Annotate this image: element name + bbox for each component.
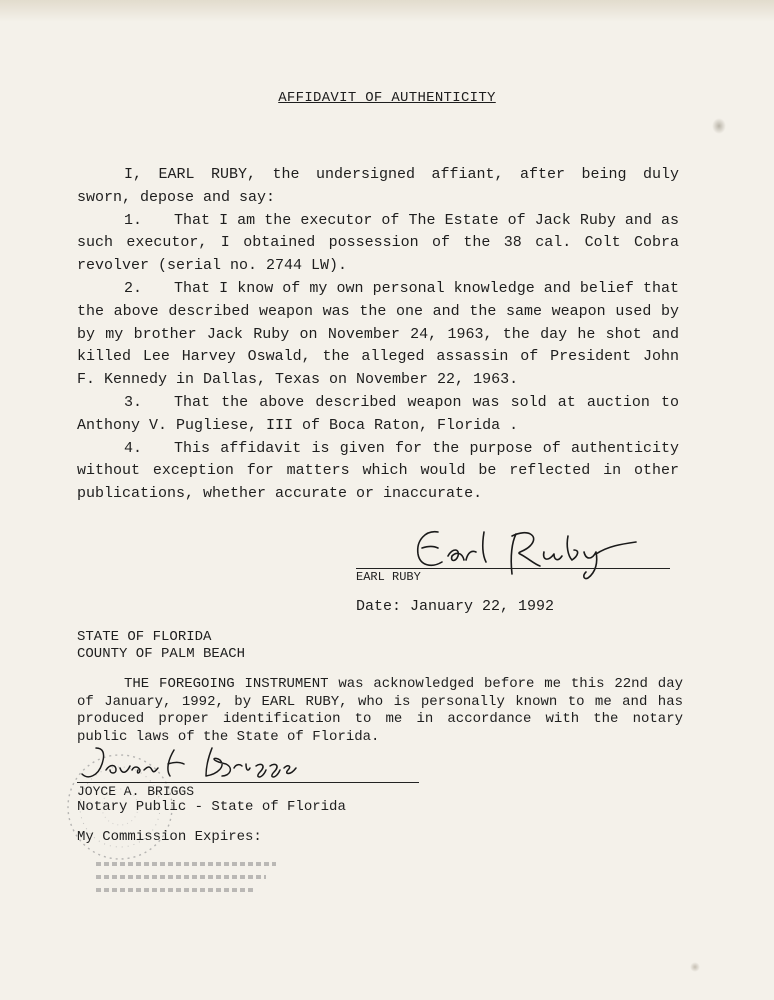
- notary-stamp-imprint: [96, 862, 276, 906]
- notary-signature: [76, 740, 306, 786]
- paragraph-number: 4.: [124, 439, 143, 457]
- notary-name: JOYCE A. BRIGGS: [77, 784, 195, 799]
- paragraph-text: That I know of my own personal knowledge and belief that the above described weapon was the one and the same weapon used by by my brother Jack Ruby on November 24, 1963, the day he shot and killed Lee Harvey Oswald, the alleged assassin of President John F. Kennedy in Dallas, Texas on November 22, 1963.: [77, 279, 679, 389]
- earl-ruby-signature: [408, 522, 648, 582]
- paragraph-text: That I am the executor of The Estate of Jack Ruby and as such executor, I obtained possession of the 38 cal. Colt Cobra revolver (serial no. 2744 LW).: [77, 211, 679, 275]
- affiant-name: EARL RUBY: [356, 570, 421, 584]
- paragraph-number: 2.: [124, 279, 143, 297]
- scan-edge-shadow: [0, 0, 774, 22]
- venue-state: STATE OF FLORIDA: [77, 629, 212, 645]
- scan-smudge: [712, 118, 726, 134]
- affiant-signature-line: [356, 568, 670, 569]
- paragraph-2: [77, 278, 679, 392]
- intro-paragraph: I, EARL RUBY, the undersigned affiant, after being duly sworn, depose and say:: [77, 166, 679, 206]
- scan-smudge: [690, 962, 700, 972]
- paragraph-3: [77, 392, 679, 438]
- paragraph-4: [77, 438, 679, 506]
- venue-block: [77, 629, 245, 663]
- notary-acknowledgment: THE FOREGOING INSTRUMENT was acknowledged before me this 22nd day of January, 1992, by EARL RUBY, who is personally known to me and has produced proper identification to me in accordance with the notary public laws of the State of Florida.: [77, 676, 683, 745]
- paragraph-text: That the above described weapon was sold at auction to Anthony V. Pugliese, III of Boca Raton, Florida .: [77, 393, 679, 434]
- notary-signature-line: [77, 782, 419, 783]
- venue-county: COUNTY OF PALM BEACH: [77, 646, 246, 662]
- paragraph-number: 3.: [124, 393, 143, 411]
- affidavit-body: [77, 164, 679, 506]
- commission-expires-label: My Commission Expires:: [77, 829, 262, 845]
- paragraph-number: 1.: [124, 211, 143, 229]
- paragraph-text: This affidavit is given for the purpose of authenticity without exception for matters which would be reflected in other publications, whether accurate or inaccurate.: [77, 439, 679, 503]
- signature-date: Date: January 22, 1992: [356, 598, 555, 615]
- paragraph-1: [77, 210, 679, 278]
- notary-title: Notary Public - State of Florida: [77, 799, 346, 815]
- document-title: AFFIDAVIT OF AUTHENTICITY: [278, 90, 496, 106]
